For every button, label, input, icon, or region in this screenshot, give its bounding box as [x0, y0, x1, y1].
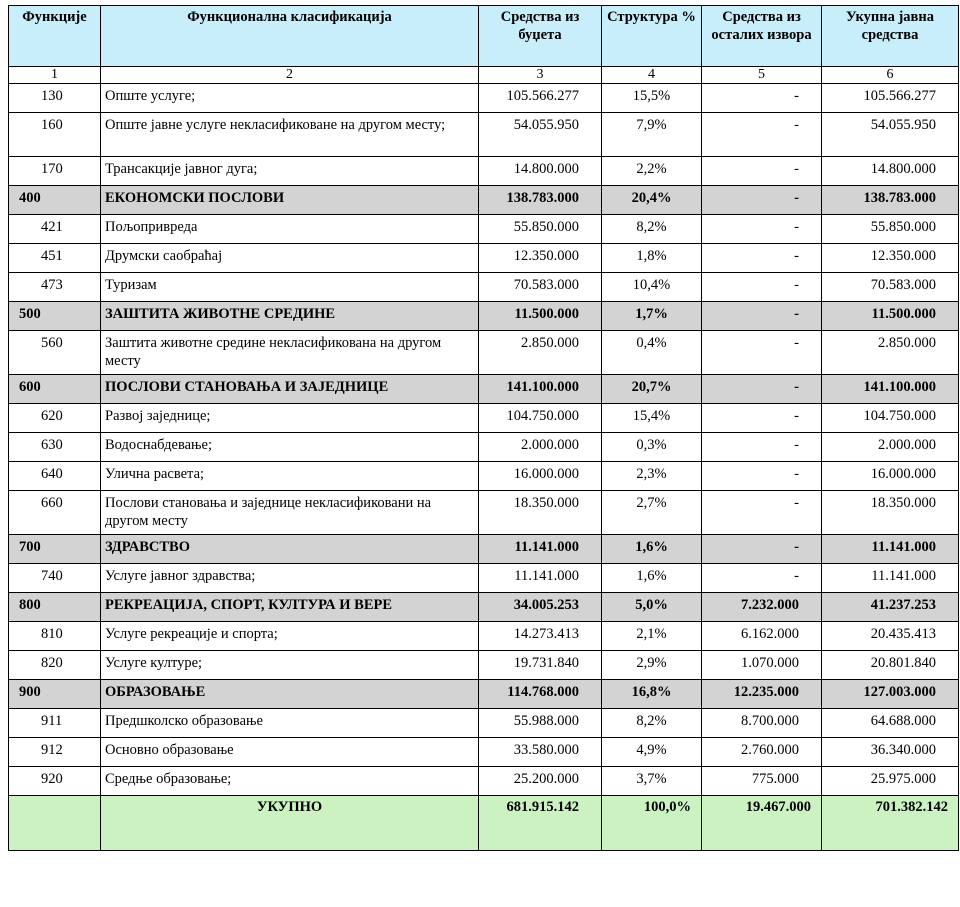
other-sources-amount: -	[702, 215, 822, 244]
other-sources-amount: -	[702, 404, 822, 433]
function-name: Услуге јавног здравства;	[101, 564, 479, 593]
function-name: Развој заједнице;	[101, 404, 479, 433]
table-row	[9, 113, 959, 157]
section-row	[9, 593, 959, 622]
budget-amount: 33.580.000	[479, 738, 602, 767]
structure-share: 20,7%	[602, 375, 702, 404]
function-name: Средње образовање;	[101, 767, 479, 796]
table-row	[9, 767, 959, 796]
function-code: 920	[9, 767, 101, 796]
function-code: 500	[9, 302, 101, 331]
function-code: 620	[9, 404, 101, 433]
budget-amount: 55.850.000	[479, 215, 602, 244]
table-row	[9, 157, 959, 186]
total-amount: 14.800.000	[822, 157, 959, 186]
total-amount: 54.055.950	[822, 113, 959, 157]
other-sources-amount: -	[702, 535, 822, 564]
table-row	[9, 709, 959, 738]
function-code: 160	[9, 113, 101, 157]
total-row	[9, 796, 959, 851]
structure-share: 5,0%	[602, 593, 702, 622]
total-other: 19.467.000	[702, 796, 822, 851]
total-amount: 11.500.000	[822, 302, 959, 331]
other-sources-amount: -	[702, 273, 822, 302]
total-share: 100,0%	[602, 796, 702, 851]
column-number: 4	[602, 67, 702, 84]
function-code: 820	[9, 651, 101, 680]
budget-amount: 54.055.950	[479, 113, 602, 157]
structure-share: 2,2%	[602, 157, 702, 186]
column-number: 3	[479, 67, 602, 84]
function-name: Водоснабдевање;	[101, 433, 479, 462]
structure-share: 0,3%	[602, 433, 702, 462]
function-name: Услуге рекреације и спорта;	[101, 622, 479, 651]
function-code: 400	[9, 186, 101, 215]
function-name: Предшколско образовање	[101, 709, 479, 738]
total-code-cell	[9, 796, 101, 851]
budget-amount: 16.000.000	[479, 462, 602, 491]
total-amount: 18.350.000	[822, 491, 959, 535]
budget-amount: 11.500.000	[479, 302, 602, 331]
function-name: Друмски саобраћај	[101, 244, 479, 273]
function-code: 900	[9, 680, 101, 709]
column-number: 6	[822, 67, 959, 84]
table-row	[9, 331, 959, 375]
budget-amount: 141.100.000	[479, 375, 602, 404]
structure-share: 1,8%	[602, 244, 702, 273]
other-sources-amount: -	[702, 302, 822, 331]
table-row	[9, 244, 959, 273]
column-number: 5	[702, 67, 822, 84]
function-code: 740	[9, 564, 101, 593]
function-code: 640	[9, 462, 101, 491]
table-row	[9, 462, 959, 491]
budget-amount: 138.783.000	[479, 186, 602, 215]
function-code: 810	[9, 622, 101, 651]
section-row	[9, 302, 959, 331]
total-amount: 36.340.000	[822, 738, 959, 767]
section-row	[9, 186, 959, 215]
structure-share: 16,8%	[602, 680, 702, 709]
budget-amount: 11.141.000	[479, 564, 602, 593]
function-name: Туризам	[101, 273, 479, 302]
total-amount: 2.000.000	[822, 433, 959, 462]
budget-amount: 2.000.000	[479, 433, 602, 462]
total-label: УКУПНО	[101, 796, 479, 851]
total-amount: 141.100.000	[822, 375, 959, 404]
total-amount: 25.975.000	[822, 767, 959, 796]
function-name: Заштита животне средине некласификована на другом месту	[101, 331, 479, 375]
structure-share: 2,7%	[602, 491, 702, 535]
function-name: ЕКОНОМСКИ ПОСЛОВИ	[101, 186, 479, 215]
function-name: Опште јавне услуге некласификоване на другом месту;	[101, 113, 479, 157]
total-amount: 41.237.253	[822, 593, 959, 622]
structure-share: 1,6%	[602, 564, 702, 593]
function-name: ЗАШТИТА ЖИВОТНЕ СРЕДИНЕ	[101, 302, 479, 331]
budget-amount: 104.750.000	[479, 404, 602, 433]
budget-amount: 14.273.413	[479, 622, 602, 651]
budget-amount: 19.731.840	[479, 651, 602, 680]
section-row	[9, 535, 959, 564]
other-sources-amount: 775.000	[702, 767, 822, 796]
other-sources-amount: 2.760.000	[702, 738, 822, 767]
structure-share: 8,2%	[602, 709, 702, 738]
header-functions: Функције	[9, 6, 101, 67]
structure-share: 7,9%	[602, 113, 702, 157]
function-name: Пољопривреда	[101, 215, 479, 244]
function-code: 800	[9, 593, 101, 622]
other-sources-amount: -	[702, 84, 822, 113]
table-row	[9, 215, 959, 244]
structure-share: 15,4%	[602, 404, 702, 433]
budget-amount: 105.566.277	[479, 84, 602, 113]
header-other-sources: Средства из осталих извора	[702, 6, 822, 67]
other-sources-amount: -	[702, 157, 822, 186]
table-row	[9, 84, 959, 113]
table-row	[9, 273, 959, 302]
total-budget: 681.915.142	[479, 796, 602, 851]
function-code: 911	[9, 709, 101, 738]
function-name: ЗДРАВСТВО	[101, 535, 479, 564]
budget-amount: 34.005.253	[479, 593, 602, 622]
table-row	[9, 433, 959, 462]
section-row	[9, 680, 959, 709]
total-amount: 12.350.000	[822, 244, 959, 273]
other-sources-amount: -	[702, 113, 822, 157]
budget-amount: 14.800.000	[479, 157, 602, 186]
table-row	[9, 651, 959, 680]
function-code: 660	[9, 491, 101, 535]
total-amount: 11.141.000	[822, 564, 959, 593]
header-classification: Функционална класификација	[101, 6, 479, 67]
budget-amount: 11.141.000	[479, 535, 602, 564]
function-code: 560	[9, 331, 101, 375]
function-code: 912	[9, 738, 101, 767]
function-code: 473	[9, 273, 101, 302]
structure-share: 3,7%	[602, 767, 702, 796]
other-sources-amount: 7.232.000	[702, 593, 822, 622]
total-amount: 20.801.840	[822, 651, 959, 680]
table-row	[9, 404, 959, 433]
other-sources-amount: -	[702, 186, 822, 215]
structure-share: 15,5%	[602, 84, 702, 113]
budget-amount: 70.583.000	[479, 273, 602, 302]
total-amount: 138.783.000	[822, 186, 959, 215]
total-amount: 20.435.413	[822, 622, 959, 651]
column-number: 2	[101, 67, 479, 84]
header-row	[9, 6, 959, 67]
table-body	[9, 84, 959, 796]
functional-classification-table	[8, 5, 959, 851]
total-amount: 11.141.000	[822, 535, 959, 564]
function-code: 600	[9, 375, 101, 404]
structure-share: 0,4%	[602, 331, 702, 375]
total-amount: 55.850.000	[822, 215, 959, 244]
budget-amount: 55.988.000	[479, 709, 602, 738]
structure-share: 2,9%	[602, 651, 702, 680]
header-structure: Структура %	[602, 6, 702, 67]
total-amount: 70.583.000	[822, 273, 959, 302]
other-sources-amount: -	[702, 491, 822, 535]
budget-amount: 25.200.000	[479, 767, 602, 796]
budget-amount: 114.768.000	[479, 680, 602, 709]
function-code: 130	[9, 84, 101, 113]
function-code: 170	[9, 157, 101, 186]
table-row	[9, 738, 959, 767]
other-sources-amount: -	[702, 375, 822, 404]
header-budget-funds: Средства из буџета	[479, 6, 602, 67]
function-name: Основно образовање	[101, 738, 479, 767]
total-amount: 64.688.000	[822, 709, 959, 738]
function-name: ОБРАЗОВАЊЕ	[101, 680, 479, 709]
column-number-row	[9, 67, 959, 84]
table-row	[9, 564, 959, 593]
other-sources-amount: -	[702, 462, 822, 491]
other-sources-amount: -	[702, 564, 822, 593]
total-amount: 105.566.277	[822, 84, 959, 113]
other-sources-amount: 12.235.000	[702, 680, 822, 709]
function-code: 630	[9, 433, 101, 462]
section-row	[9, 375, 959, 404]
function-name: Трансакције јавног дуга;	[101, 157, 479, 186]
structure-share: 4,9%	[602, 738, 702, 767]
total-amount: 16.000.000	[822, 462, 959, 491]
budget-amount: 2.850.000	[479, 331, 602, 375]
other-sources-amount: 8.700.000	[702, 709, 822, 738]
column-number: 1	[9, 67, 101, 84]
table-row	[9, 491, 959, 535]
structure-share: 2,1%	[602, 622, 702, 651]
function-name: РЕКРЕАЦИЈА, СПОРТ, КУЛТУРА И ВЕРЕ	[101, 593, 479, 622]
structure-share: 20,4%	[602, 186, 702, 215]
total-amount: 127.003.000	[822, 680, 959, 709]
structure-share: 1,7%	[602, 302, 702, 331]
budget-amount: 12.350.000	[479, 244, 602, 273]
table-row	[9, 622, 959, 651]
header-total-public-funds: Укупна јавна средства	[822, 6, 959, 67]
function-code: 700	[9, 535, 101, 564]
other-sources-amount: -	[702, 244, 822, 273]
function-name: Послови становања и заједнице некласификовани на другом месту	[101, 491, 479, 535]
function-code: 421	[9, 215, 101, 244]
function-code: 451	[9, 244, 101, 273]
total-total: 701.382.142	[822, 796, 959, 851]
structure-share: 2,3%	[602, 462, 702, 491]
other-sources-amount: 6.162.000	[702, 622, 822, 651]
other-sources-amount: -	[702, 331, 822, 375]
total-amount: 104.750.000	[822, 404, 959, 433]
other-sources-amount: 1.070.000	[702, 651, 822, 680]
structure-share: 10,4%	[602, 273, 702, 302]
structure-share: 1,6%	[602, 535, 702, 564]
function-name: Опште услуге;	[101, 84, 479, 113]
structure-share: 8,2%	[602, 215, 702, 244]
total-amount: 2.850.000	[822, 331, 959, 375]
other-sources-amount: -	[702, 433, 822, 462]
budget-amount: 18.350.000	[479, 491, 602, 535]
function-name: ПОСЛОВИ СТАНОВАЊА И ЗАЈЕДНИЦЕ	[101, 375, 479, 404]
function-name: Улична расвета;	[101, 462, 479, 491]
function-name: Услуге културе;	[101, 651, 479, 680]
